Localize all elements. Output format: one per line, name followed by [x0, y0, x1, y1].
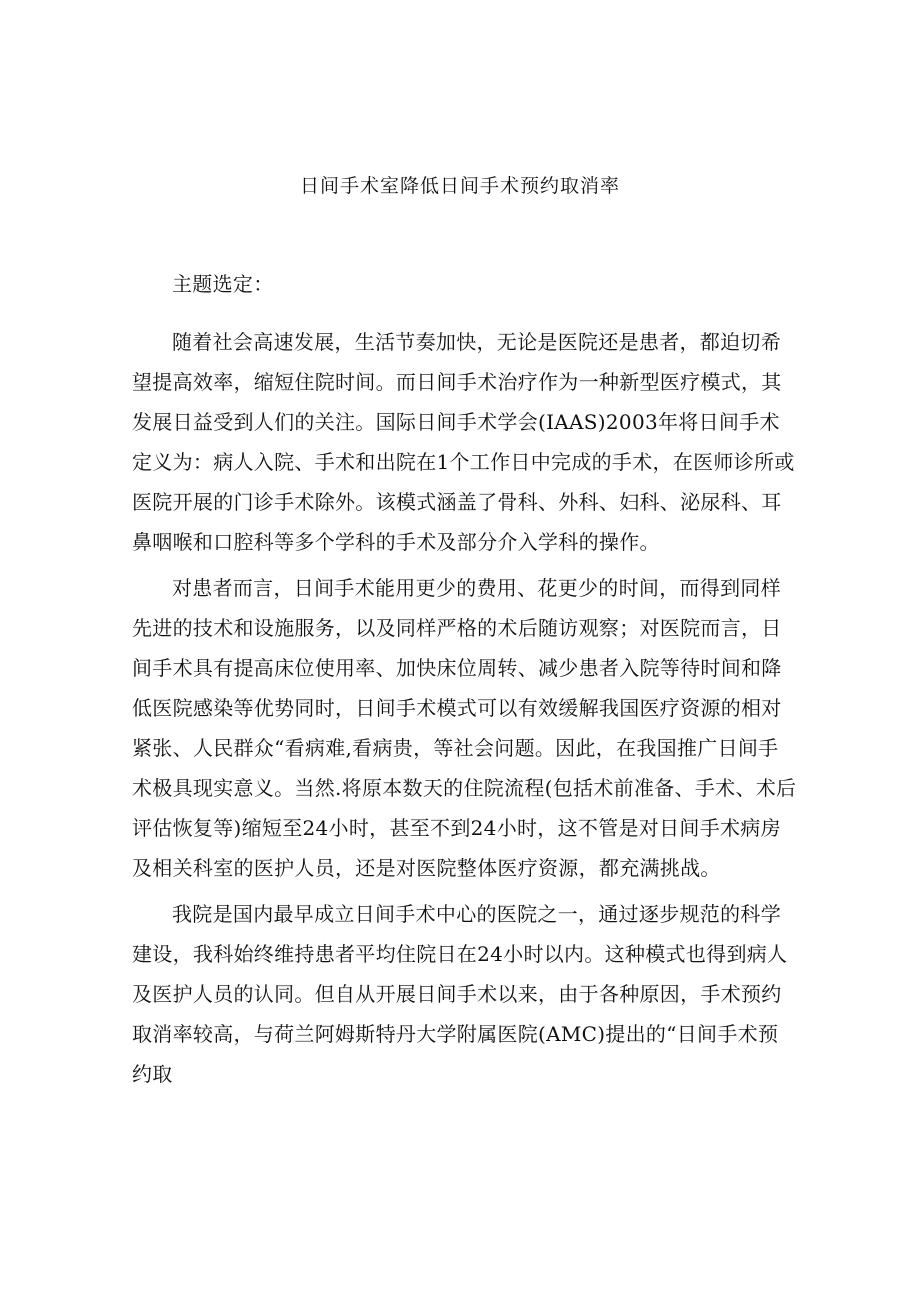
section-subheading: 主题选定： — [172, 272, 274, 296]
document-body — [132, 264, 797, 1094]
paragraph-3: 我院是国内最早成立日间手术中心的医院之一，通过逐步规范的科学建设，我科始终维持患者平均住院日在24小时以内。这种模式也得到病人及医护人员的认同。但自从开展日间手术以来，由于各种原因，手术预约取消率较高，与荷兰阿姆斯特丹大学附属医院(AMC)提出的“日间手术预约取 — [132, 902, 788, 1086]
paragraph-2: 对患者而言，日间手术能用更少的费用、花更少的时间，而得到同样先进的技术和设施服务，以及同样严格的术后随访观察；对医院而言，日间手术具有提高床位使用率、加快床位周转、减少患者入院等待时间和降低医院感染等优势同时，日间手术模式可以有效缓解我国医疗资源的相对紧张、人民群众“看病难,看病贵，等社会问题。因此，在我国推广日间手术极具现实意义。当然.将原本数天的住院流程(包括术前准备、手术、术后评估恢复等)缩短至24小时，甚至不到24小时，这不管是对日间手术病房及相关科室的医护人员，还是对医院整体医疗资源，都充满挑战。 — [132, 576, 797, 880]
document-title: 日间手术室降低日间手术预约取消率 — [299, 175, 620, 197]
paragraph-1: 随着社会高速发展，生活节奏加快，无论是医院还是患者，都迫切希望提高效率，缩短住院时间。而日间手术治疗作为一种新型医疗模式，其发展日益受到人们的关注。国际日间手术学会(IAAS)2003年将日间手术定义为：病人入院、手术和出院在1个工作日中完成的手术，在医师诊所或医院开展的门诊手术除外。该模式涵盖了骨科、外科、妇科、泌尿科、耳鼻咽喉和口腔科等多个学科的手术及部分介入学科的操作。 — [132, 330, 795, 554]
